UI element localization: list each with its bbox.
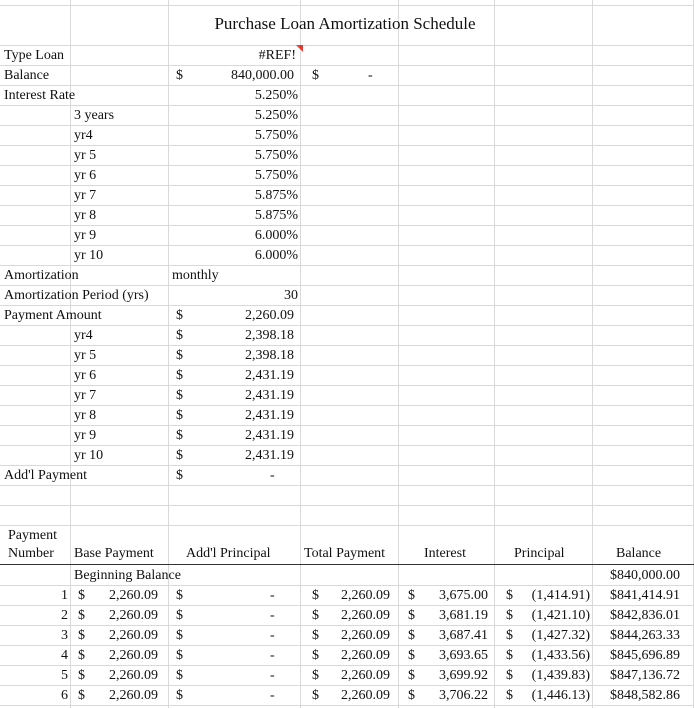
interest-value[interactable]: 3,687.41 — [439, 628, 488, 643]
grid-column-line — [300, 0, 301, 708]
grid-column-line — [398, 0, 399, 708]
interest-value[interactable]: 3,699.92 — [439, 668, 488, 683]
balance-value[interactable]: $845,696.89 — [610, 648, 680, 663]
balance-label[interactable]: Balance — [4, 68, 50, 83]
total-payment-value[interactable]: 2,260.09 — [341, 688, 390, 703]
addl-currency: $ — [176, 668, 183, 683]
comment-indicator-icon[interactable] — [296, 45, 303, 52]
balance-value[interactable]: $848,582.86 — [610, 688, 680, 703]
rate-year-label[interactable]: 3 years — [74, 108, 115, 123]
principal-currency: $ — [506, 688, 513, 703]
payment-year-label[interactable]: yr 7 — [74, 388, 97, 403]
page-title: Purchase Loan Amortization Schedule — [214, 14, 476, 33]
payment-currency: $ — [176, 348, 183, 363]
interest-value[interactable]: 3,706.22 — [439, 688, 488, 703]
grid-row-line — [0, 245, 694, 246]
rate-year-value[interactable]: 5.875% — [254, 208, 298, 223]
payment-year-value[interactable]: 2,431.19 — [245, 428, 294, 443]
header-interest[interactable]: Interest — [424, 546, 466, 561]
grid-row-line — [0, 345, 694, 346]
balance-currency: $ — [176, 68, 183, 83]
base-payment-value[interactable]: 2,260.09 — [109, 648, 158, 663]
balance-value[interactable]: $842,836.01 — [610, 608, 680, 623]
principal-currency: $ — [506, 648, 513, 663]
addl-payment-label[interactable]: Add'l Payment — [4, 468, 88, 483]
base-payment-value[interactable]: 2,260.09 — [109, 668, 158, 683]
rate-year-label[interactable]: yr 8 — [74, 208, 97, 223]
payment-currency: $ — [176, 328, 183, 343]
interest-rate-label[interactable]: Interest Rate — [4, 88, 76, 103]
payment-year-value[interactable]: 2,431.19 — [245, 408, 294, 423]
payment-amount-label[interactable]: Payment Amount — [4, 308, 102, 323]
grid-column-line — [592, 0, 593, 708]
grid-row-line — [0, 485, 694, 486]
grid-row-line — [0, 365, 694, 366]
interest-currency: $ — [408, 668, 415, 683]
grid-column-line — [494, 0, 495, 708]
addl-payment-currency: $ — [176, 468, 183, 483]
principal-currency: $ — [506, 628, 513, 643]
rate-year-value[interactable]: 5.750% — [254, 128, 298, 143]
payment-year-value[interactable]: 2,398.18 — [245, 348, 294, 363]
payment-year-label[interactable]: yr 6 — [74, 368, 97, 383]
base-payment-value[interactable]: 2,260.09 — [109, 628, 158, 643]
beginning-balance-label[interactable]: Beginning Balance — [74, 568, 181, 583]
payment-number[interactable]: 5 — [61, 668, 68, 683]
balance-extra-currency: $ — [312, 68, 319, 83]
payment-year-label[interactable]: yr4 — [74, 328, 93, 343]
type-loan-value[interactable]: #REF! — [258, 48, 296, 63]
addl-principal-value[interactable]: - — [270, 668, 275, 683]
addl-currency: $ — [176, 648, 183, 663]
amortization-period-label[interactable]: Amortization Period (yrs) — [4, 288, 149, 303]
grid-row-line — [0, 385, 694, 386]
payment-number[interactable]: 4 — [61, 648, 68, 663]
header-principal[interactable]: Principal — [514, 546, 565, 561]
rate-year-value[interactable]: 6.000% — [254, 228, 298, 243]
principal-value[interactable]: (1,427.32) — [531, 628, 590, 643]
payment-number[interactable]: 1 — [61, 588, 68, 603]
addl-currency: $ — [176, 608, 183, 623]
grid-row-line — [0, 325, 694, 326]
grid-row-line — [0, 505, 694, 506]
total-payment-value[interactable]: 2,260.09 — [341, 648, 390, 663]
amortization-value[interactable]: monthly — [172, 268, 219, 283]
rate-year-value[interactable]: 5.250% — [254, 108, 298, 123]
payment-year-value[interactable]: 2,431.19 — [245, 388, 294, 403]
balance-value[interactable]: $847,136.72 — [610, 668, 680, 683]
total-currency: $ — [312, 668, 319, 683]
payment-year-value[interactable]: 2,431.19 — [245, 448, 294, 463]
total-payment-value[interactable]: 2,260.09 — [341, 588, 390, 603]
rate-year-label[interactable]: yr 5 — [74, 148, 97, 163]
base-payment-value[interactable]: 2,260.09 — [109, 608, 158, 623]
base-payment-value[interactable]: 2,260.09 — [109, 688, 158, 703]
payment-year-label[interactable]: yr 8 — [74, 408, 97, 423]
payment-year-value[interactable]: 2,431.19 — [245, 368, 294, 383]
grid-row-line — [0, 65, 694, 66]
addl-principal-value[interactable]: - — [270, 688, 275, 703]
grid-row-line — [0, 165, 694, 166]
header-number[interactable]: Number — [8, 546, 54, 561]
grid-row-line — [0, 85, 694, 86]
grid-row-line — [0, 185, 694, 186]
payment-amount-value[interactable]: 2,260.09 — [245, 308, 294, 323]
payment-year-value[interactable]: 2,398.18 — [245, 328, 294, 343]
header-balance[interactable]: Balance — [616, 546, 662, 561]
payment-year-label[interactable]: yr 10 — [74, 448, 104, 463]
base-currency: $ — [78, 608, 85, 623]
payment-year-label[interactable]: yr 5 — [74, 348, 97, 363]
grid-column-line — [70, 0, 71, 708]
base-currency: $ — [78, 628, 85, 643]
total-currency: $ — [312, 608, 319, 623]
rate-year-value[interactable]: 6.000% — [254, 248, 298, 263]
payment-currency: $ — [176, 308, 183, 323]
payment-number[interactable]: 6 — [61, 688, 68, 703]
grid-row-line — [0, 445, 694, 446]
amortization-label[interactable]: Amortization — [4, 268, 79, 283]
interest-value[interactable]: 3,693.65 — [439, 648, 488, 663]
grid-row-line — [0, 525, 694, 526]
addl-principal-value[interactable]: - — [270, 588, 275, 603]
interest-currency: $ — [408, 588, 415, 603]
payment-currency: $ — [176, 368, 183, 383]
grid-column-line — [168, 0, 169, 708]
interest-currency: $ — [408, 628, 415, 643]
header-bottom-border — [0, 564, 694, 565]
interest-value[interactable]: 3,681.19 — [439, 608, 488, 623]
principal-value[interactable]: (1,414.91) — [531, 588, 590, 603]
principal-currency: $ — [506, 588, 513, 603]
addl-currency: $ — [176, 628, 183, 643]
grid-row-line — [0, 45, 694, 46]
total-currency: $ — [312, 588, 319, 603]
payment-year-label[interactable]: yr 9 — [74, 428, 97, 443]
grid-row-line — [0, 225, 694, 226]
total-currency: $ — [312, 688, 319, 703]
payment-currency: $ — [176, 388, 183, 403]
grid-row-line — [0, 405, 694, 406]
beginning-balance-value[interactable]: $840,000.00 — [610, 568, 680, 583]
addl-currency: $ — [176, 688, 183, 703]
addl-principal-value[interactable]: - — [270, 648, 275, 663]
principal-value[interactable]: (1,446.13) — [531, 688, 590, 703]
grid-row-line — [0, 465, 694, 466]
header-payment[interactable]: Payment — [8, 528, 57, 543]
rate-year-label[interactable]: yr 7 — [74, 188, 97, 203]
interest-currency: $ — [408, 648, 415, 663]
grid-row-line — [0, 265, 694, 266]
rate-year-label[interactable]: yr 6 — [74, 168, 97, 183]
interest-currency: $ — [408, 688, 415, 703]
grid-row-line — [0, 5, 694, 6]
base-currency: $ — [78, 648, 85, 663]
header-addl-principal[interactable]: Add'l Principal — [186, 546, 271, 561]
principal-value[interactable]: (1,421.10) — [531, 608, 590, 623]
rate-year-label[interactable]: yr 9 — [74, 228, 97, 243]
header-base-payment[interactable]: Base Payment — [74, 546, 154, 561]
rate-year-label[interactable]: yr 10 — [74, 248, 104, 263]
total-payment-value[interactable]: 2,260.09 — [341, 608, 390, 623]
grid-row-line — [0, 205, 694, 206]
principal-currency: $ — [506, 608, 513, 623]
payment-number[interactable]: 2 — [61, 608, 68, 623]
base-currency: $ — [78, 588, 85, 603]
payment-currency: $ — [176, 408, 183, 423]
total-currency: $ — [312, 628, 319, 643]
principal-currency: $ — [506, 668, 513, 683]
rate-year-label[interactable]: yr4 — [74, 128, 93, 143]
total-currency: $ — [312, 648, 319, 663]
amortization-period-value[interactable]: 30 — [284, 288, 298, 303]
balance-extra-value[interactable]: - — [368, 68, 373, 83]
total-payment-value[interactable]: 2,260.09 — [341, 668, 390, 683]
addl-principal-value[interactable]: - — [270, 628, 275, 643]
grid-row-line — [0, 145, 694, 146]
base-currency: $ — [78, 688, 85, 703]
balance-value[interactable]: $844,263.33 — [610, 628, 680, 643]
header-total-payment[interactable]: Total Payment — [304, 546, 386, 561]
rate-year-value[interactable]: 5.750% — [254, 148, 298, 163]
total-payment-value[interactable]: 2,260.09 — [341, 628, 390, 643]
interest-currency: $ — [408, 608, 415, 623]
balance-value[interactable]: $841,414.91 — [610, 588, 680, 603]
rate-year-value[interactable]: 5.750% — [254, 168, 298, 183]
principal-value[interactable]: (1,439.83) — [531, 668, 590, 683]
base-currency: $ — [78, 668, 85, 683]
principal-value[interactable]: (1,433.56) — [531, 648, 590, 663]
rate-year-value[interactable]: 5.875% — [254, 188, 298, 203]
addl-principal-value[interactable]: - — [270, 608, 275, 623]
base-payment-value[interactable]: 2,260.09 — [109, 588, 158, 603]
addl-payment-value[interactable]: - — [270, 468, 275, 483]
payment-number[interactable]: 3 — [61, 628, 68, 643]
grid-row-line — [0, 425, 694, 426]
payment-currency: $ — [176, 448, 183, 463]
interest-value[interactable]: 3,675.00 — [439, 588, 488, 603]
payment-currency: $ — [176, 428, 183, 443]
interest-rate-value[interactable]: 5.250% — [254, 88, 298, 103]
addl-currency: $ — [176, 588, 183, 603]
type-loan-label[interactable]: Type Loan — [4, 48, 65, 63]
balance-value[interactable]: 840,000.00 — [231, 68, 294, 83]
